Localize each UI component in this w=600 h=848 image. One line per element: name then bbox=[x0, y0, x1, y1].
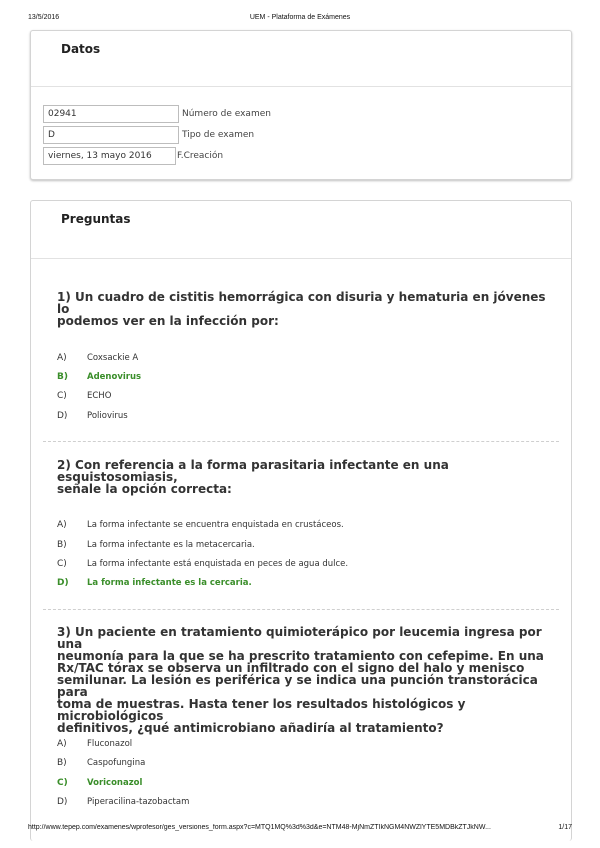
print-footer bbox=[0, 824, 600, 834]
option-letter: B) bbox=[57, 758, 67, 768]
question-line: neumonía para la que se ha prescrito tratamiento con cefepime. En una bbox=[57, 649, 544, 663]
option-text: Coxsackie A bbox=[87, 353, 139, 363]
option-letter: D) bbox=[57, 797, 68, 807]
print-page-number: 1/17 bbox=[558, 824, 572, 831]
q2-option-a[interactable] bbox=[57, 520, 547, 532]
q1-option-d[interactable] bbox=[57, 411, 547, 423]
print-header bbox=[0, 14, 600, 24]
option-text: Piperacilina-tazobactam bbox=[87, 797, 190, 807]
print-url[interactable]: http://www.tepep.com/examenes/wprofesor/ges_versiones_form.aspx?c=MTQ1MQ%3d%3d&e=NTM48-MjNmZTIkNGM4NWZlYTE5MDBkZTJkNW... bbox=[28, 824, 491, 831]
option-text: La forma infectante se encuentra enquistada en crustáceos. bbox=[87, 520, 344, 530]
q3-option-d[interactable] bbox=[57, 797, 547, 809]
question-3 bbox=[57, 626, 547, 734]
option-text: La forma infectante es la cercaria. bbox=[87, 578, 252, 588]
datos-separator bbox=[31, 86, 571, 87]
question-line: 2) Con referencia a la forma parasitaria infectante en una esquistosomiasis, bbox=[57, 458, 449, 484]
option-letter: B) bbox=[57, 372, 68, 382]
print-page-title: UEM - Plataforma de Exámenes bbox=[249, 14, 351, 21]
print-date: 13/5/2016 bbox=[28, 14, 60, 21]
q1-option-c[interactable] bbox=[57, 391, 547, 403]
option-text: Adenovirus bbox=[87, 372, 142, 382]
question-line: 1) Un cuadro de cistitis hemorrágica con disuria y hematuria en jóvenes lo bbox=[57, 290, 546, 316]
question-divider bbox=[43, 441, 559, 442]
q1-option-a[interactable] bbox=[57, 353, 547, 365]
preguntas-title: Preguntas bbox=[61, 212, 131, 226]
q3-option-c-correct[interactable] bbox=[57, 778, 547, 790]
preguntas-separator bbox=[31, 258, 571, 259]
option-text: Fluconazol bbox=[87, 739, 133, 749]
question-line: señale la opción correcta: bbox=[57, 482, 232, 496]
question-line: podemos ver en la infección por: bbox=[57, 314, 279, 328]
option-text: Voriconazol bbox=[87, 778, 143, 788]
option-letter: A) bbox=[57, 353, 67, 363]
q3-option-b[interactable] bbox=[57, 758, 547, 770]
option-text: ECHO bbox=[87, 391, 112, 401]
option-letter: B) bbox=[57, 540, 67, 550]
option-letter: C) bbox=[57, 391, 67, 401]
question-2 bbox=[57, 459, 547, 495]
question-1 bbox=[57, 291, 547, 327]
option-letter: C) bbox=[57, 559, 67, 569]
creation-date-field[interactable]: viernes, 13 mayo 2016 bbox=[43, 147, 176, 165]
question-line: 3) Un paciente en tratamiento quimioterápico por leucemia ingresa por una bbox=[57, 625, 542, 651]
q2-option-d-correct[interactable] bbox=[57, 578, 547, 590]
datos-panel bbox=[30, 30, 572, 180]
question-line: definitivos, ¿qué antimicrobiano añadiría al tratamiento? bbox=[57, 721, 444, 735]
option-letter: A) bbox=[57, 739, 67, 749]
q2-option-b[interactable] bbox=[57, 540, 547, 552]
datos-title: Datos bbox=[61, 42, 101, 56]
q1-option-b-correct[interactable] bbox=[57, 372, 547, 384]
exam-type-field[interactable]: D bbox=[43, 126, 179, 144]
exam-number-label: Número de examen bbox=[182, 109, 271, 119]
option-letter: D) bbox=[57, 578, 69, 588]
exam-type-label: Tipo de examen bbox=[182, 130, 255, 140]
question-line: toma de muestras. Hasta tener los resultados histológicos y microbiológicos bbox=[57, 697, 466, 723]
option-text: Caspofungina bbox=[87, 758, 146, 768]
preguntas-panel bbox=[30, 200, 572, 841]
option-letter: C) bbox=[57, 778, 68, 788]
option-letter: D) bbox=[57, 411, 68, 421]
question-line: semilunar. La lesión es periférica y se indica una punción transtorácica para bbox=[57, 673, 538, 699]
question-divider bbox=[43, 609, 559, 610]
option-letter: A) bbox=[57, 520, 67, 530]
option-text: La forma infectante es la metacercaria. bbox=[87, 540, 255, 550]
q2-option-c[interactable] bbox=[57, 559, 547, 571]
option-text: La forma infectante está enquistada en peces de agua dulce. bbox=[87, 559, 349, 569]
option-text: Poliovirus bbox=[87, 411, 128, 421]
creation-date-label: F.Creación bbox=[177, 151, 224, 161]
exam-number-field[interactable]: 02941 bbox=[43, 105, 179, 123]
question-line: Rx/TAC tórax se observa un infiltrado con el signo del halo y menisco bbox=[57, 661, 525, 675]
q3-option-a[interactable] bbox=[57, 739, 547, 751]
